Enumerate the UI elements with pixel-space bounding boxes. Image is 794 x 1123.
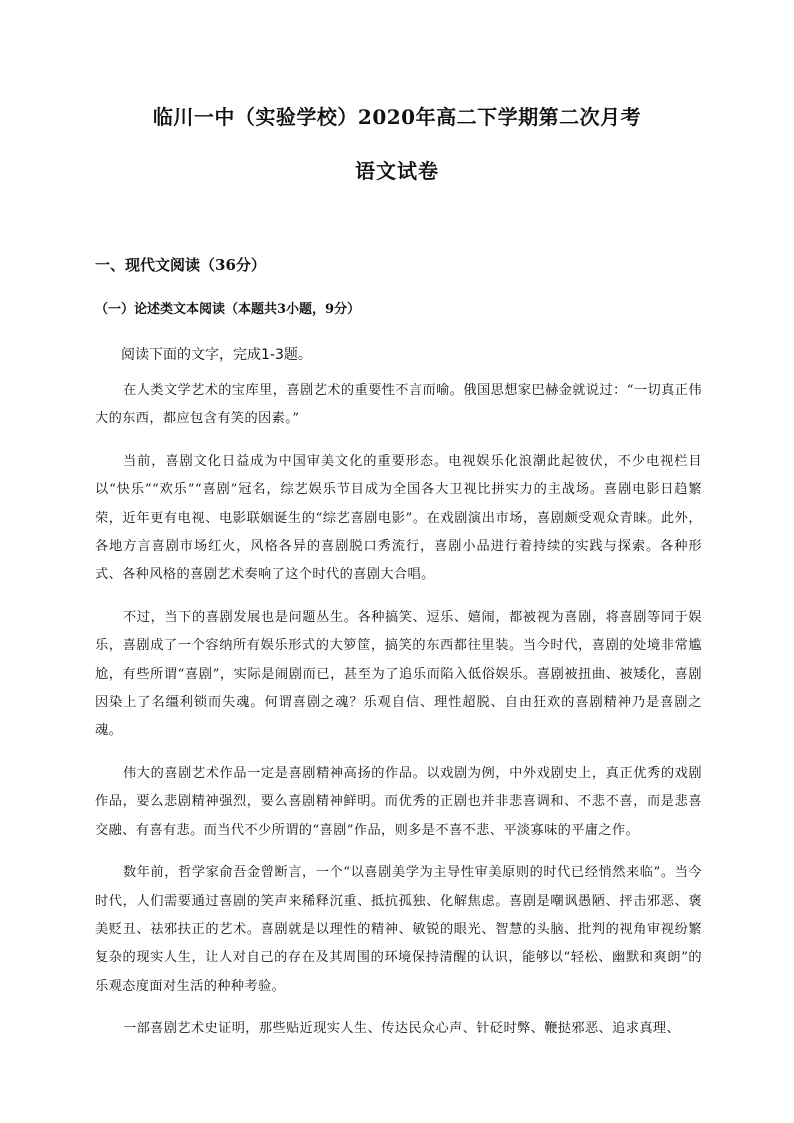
- section-subheading: （一）论述类文本阅读（本题共3小题，9分）: [95, 302, 361, 317]
- section-heading: 一、现代文阅读（36分）: [95, 256, 266, 274]
- passage-body: [95, 377, 702, 1058]
- exam-subtitle: 语文试卷: [355, 159, 439, 183]
- passage-paragraph-1: 在人类文学艺术的宝库里，喜剧艺术的重要性不言而喻。俄国思想家巴赫金就说过：“一切真正伟大的东西，都应包含有笑的因素。”: [95, 383, 702, 427]
- passage-paragraph-4: 伟大的喜剧艺术作品一定是喜剧精神高扬的作品。以戏剧为例，中外戏剧史上，真正优秀的戏剧作品，要么悲剧精神强烈，要么喜剧精神鲜明。而优秀的正剧也并非悲喜调和、不悲不喜，而是悲喜交融、有喜有悲。而当代不少所谓的“喜剧”作品，则多是不喜不悲、平淡寡味的平庸之作。: [95, 765, 702, 838]
- reading-instruction: 阅读下面的文字，完成1-3题。: [121, 347, 312, 363]
- passage-paragraph-2: 当前，喜剧文化日益成为中国审美文化的重要形态。电视娱乐化浪潮此起彼伏，不少电视栏目以“快乐”“欢乐”“喜剧”冠名，综艺娱乐节目成为全国各大卫视比拼实力的主战场。喜剧电影日趋繁荣，近年更有电视、电影联姻诞生的“综艺喜剧电影”。在戏剧演出市场，喜剧颇受观众青睐。此外，各地方言喜剧市场红火，风格各异的喜剧脱口秀流行，喜剧小品进行着持续的实践与探索。各种形式、各种风格的喜剧艺术奏响了这个时代的喜剧大合唱。: [95, 453, 702, 583]
- passage-paragraph-3: 不过，当下的喜剧发展也是问题丛生。各种搞笑、逗乐、嬉闹，都被视为喜剧，将喜剧等同于娱乐，喜剧成了一个容纳所有娱乐形式的大箩筐，搞笑的东西都往里装。当今时代，喜剧的处境非常尴尬，有些所谓“喜剧”，实际是闹剧而已，甚至为了追乐而陷入低俗娱乐。喜剧被扭曲、被矮化，喜剧因染上了名缰利锁而失魂。何谓喜剧之魂？乐观自信、理性超脱、自由狂欢的喜剧精神乃是喜剧之魂。: [95, 609, 702, 739]
- passage-paragraph-5: 数年前，哲学家俞吾金曾断言，一个“以喜剧美学为主导性审美原则的时代已经悄然来临”。当今时代，人们需要通过喜剧的笑声来稀释沉重、抵抗孤独、化解焦虑。喜剧是嘲讽愚陋、抨击邪恶、褒美贬丑、祛邪扶正的艺术。喜剧就是以理性的精神、敏锐的眼光、智慧的头脑、批判的视角审视纷繁复杂的现实人生，让人对自己的存在及其周围的环境保持清醒的认识，能够以“轻松、幽默和爽朗”的乐观态度面对生活的种种考验。: [95, 865, 702, 994]
- passage-paragraph-6: 一部喜剧艺术史证明，那些贴近现实人生、传达民众心声、针砭时弊、鞭挞邪恶、追求真理、: [123, 1021, 681, 1037]
- exam-title: 临川一中（实验学校）2020年高二下学期第二次月考: [152, 105, 642, 129]
